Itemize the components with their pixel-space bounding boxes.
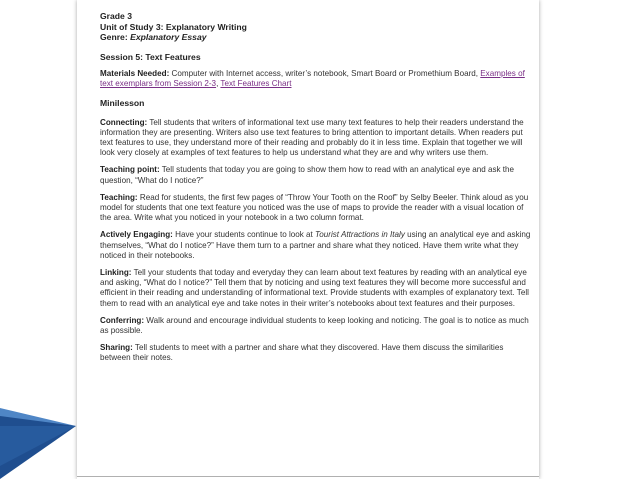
book-title: Tourist Attractions in Italy (315, 230, 405, 240)
linking-paragraph (100, 268, 532, 309)
session-title: Session 5: Text Features (100, 51, 201, 62)
minilesson-heading: Minilesson (100, 98, 145, 109)
actively-engaging-text-a: Have your students continue to look at (172, 230, 316, 240)
teaching-paragraph (100, 193, 532, 224)
connecting-text: Tell students that writers of informational text use many text features to help their readers understand the information they are presenting. Writers also use text features to bring attention to important details. When readers put text features to use, they understand more of their reading and probably do it in less time. Explain that together we will look very closely at examples of text features to help us understand what they are and why writers use them. (100, 117, 524, 158)
linking-label: Linking: (100, 268, 132, 278)
genre-value: Explanatory Essay (130, 32, 207, 43)
materials-paragraph (100, 69, 532, 89)
materials-separator: , (216, 79, 221, 89)
teaching-point-label: Teaching point: (100, 165, 160, 175)
decorative-ribbon (0, 386, 82, 479)
conferring-paragraph (100, 316, 532, 336)
sharing-label: Sharing: (100, 343, 133, 353)
genre-label: Genre: (100, 32, 131, 43)
page-bottom-edge (77, 476, 539, 477)
conferring-text: Walk around and encourage individual students to keep looking and noticing. The goal is to notice as much as possible. (100, 315, 529, 336)
text-features-chart-link[interactable]: Text Features Chart (220, 79, 292, 89)
connecting-paragraph (100, 118, 532, 159)
teaching-text: Read for students, the first few pages of “Throw Your Tooth on the Roof” by Selby Beeler. Think aloud as you model for students that one text feature you noticed was the use of maps to provide the reader with a visual location of the area. Write what you noticed in your notebook in a two column format. (100, 192, 529, 223)
actively-engaging-text-b: using an analytical eye and asking themselves, “What do I notice?” Have them turn to a partner and share what they noticed. Have them write what they noticed in their notebooks. (100, 230, 531, 260)
materials-text: Computer with Internet access, writer’s notebook, Smart Board or Promethium Board, (169, 68, 481, 78)
grade-line: Grade 3 (100, 11, 133, 21)
teaching-label: Teaching: (100, 192, 138, 202)
linking-text: Tell your students that today and everyday they can learn about text features by reading with an analytical eye and asking, “What do I notice?” Tell them that by noticing and using text features they will become more successful and efficient in their reading and understanding of informational text. Provide students with examples of explanatory text. Tell them to read with an analytical eye and take notes in their writer’s notebooks about text features and their purposes. (100, 268, 529, 308)
teaching-point-paragraph (100, 165, 532, 185)
teaching-point-text: Tell students that today you are going to show them how to read with an analytical eye and ask the question, “What do I notice?” (100, 165, 515, 185)
conferring-label: Conferring: (100, 315, 145, 325)
actively-engaging-paragraph (100, 230, 532, 261)
ribbon-mid-band (0, 426, 76, 466)
materials-label: Materials Needed: (100, 68, 170, 78)
genre-line (100, 32, 532, 43)
sharing-paragraph (100, 343, 532, 363)
sharing-text: Tell students to meet with a partner and share what they discovered. Have them discuss the similarities between their notes. (100, 343, 504, 363)
unit-line: Unit of Study 3: Explanatory Writing (100, 21, 247, 32)
connecting-label: Connecting: (100, 117, 148, 127)
exemplars-link[interactable]: Examples of text exemplars from Session 2-3 (100, 68, 525, 89)
lesson-text (100, 11, 532, 364)
actively-engaging-label: Actively Engaging: (100, 230, 173, 240)
